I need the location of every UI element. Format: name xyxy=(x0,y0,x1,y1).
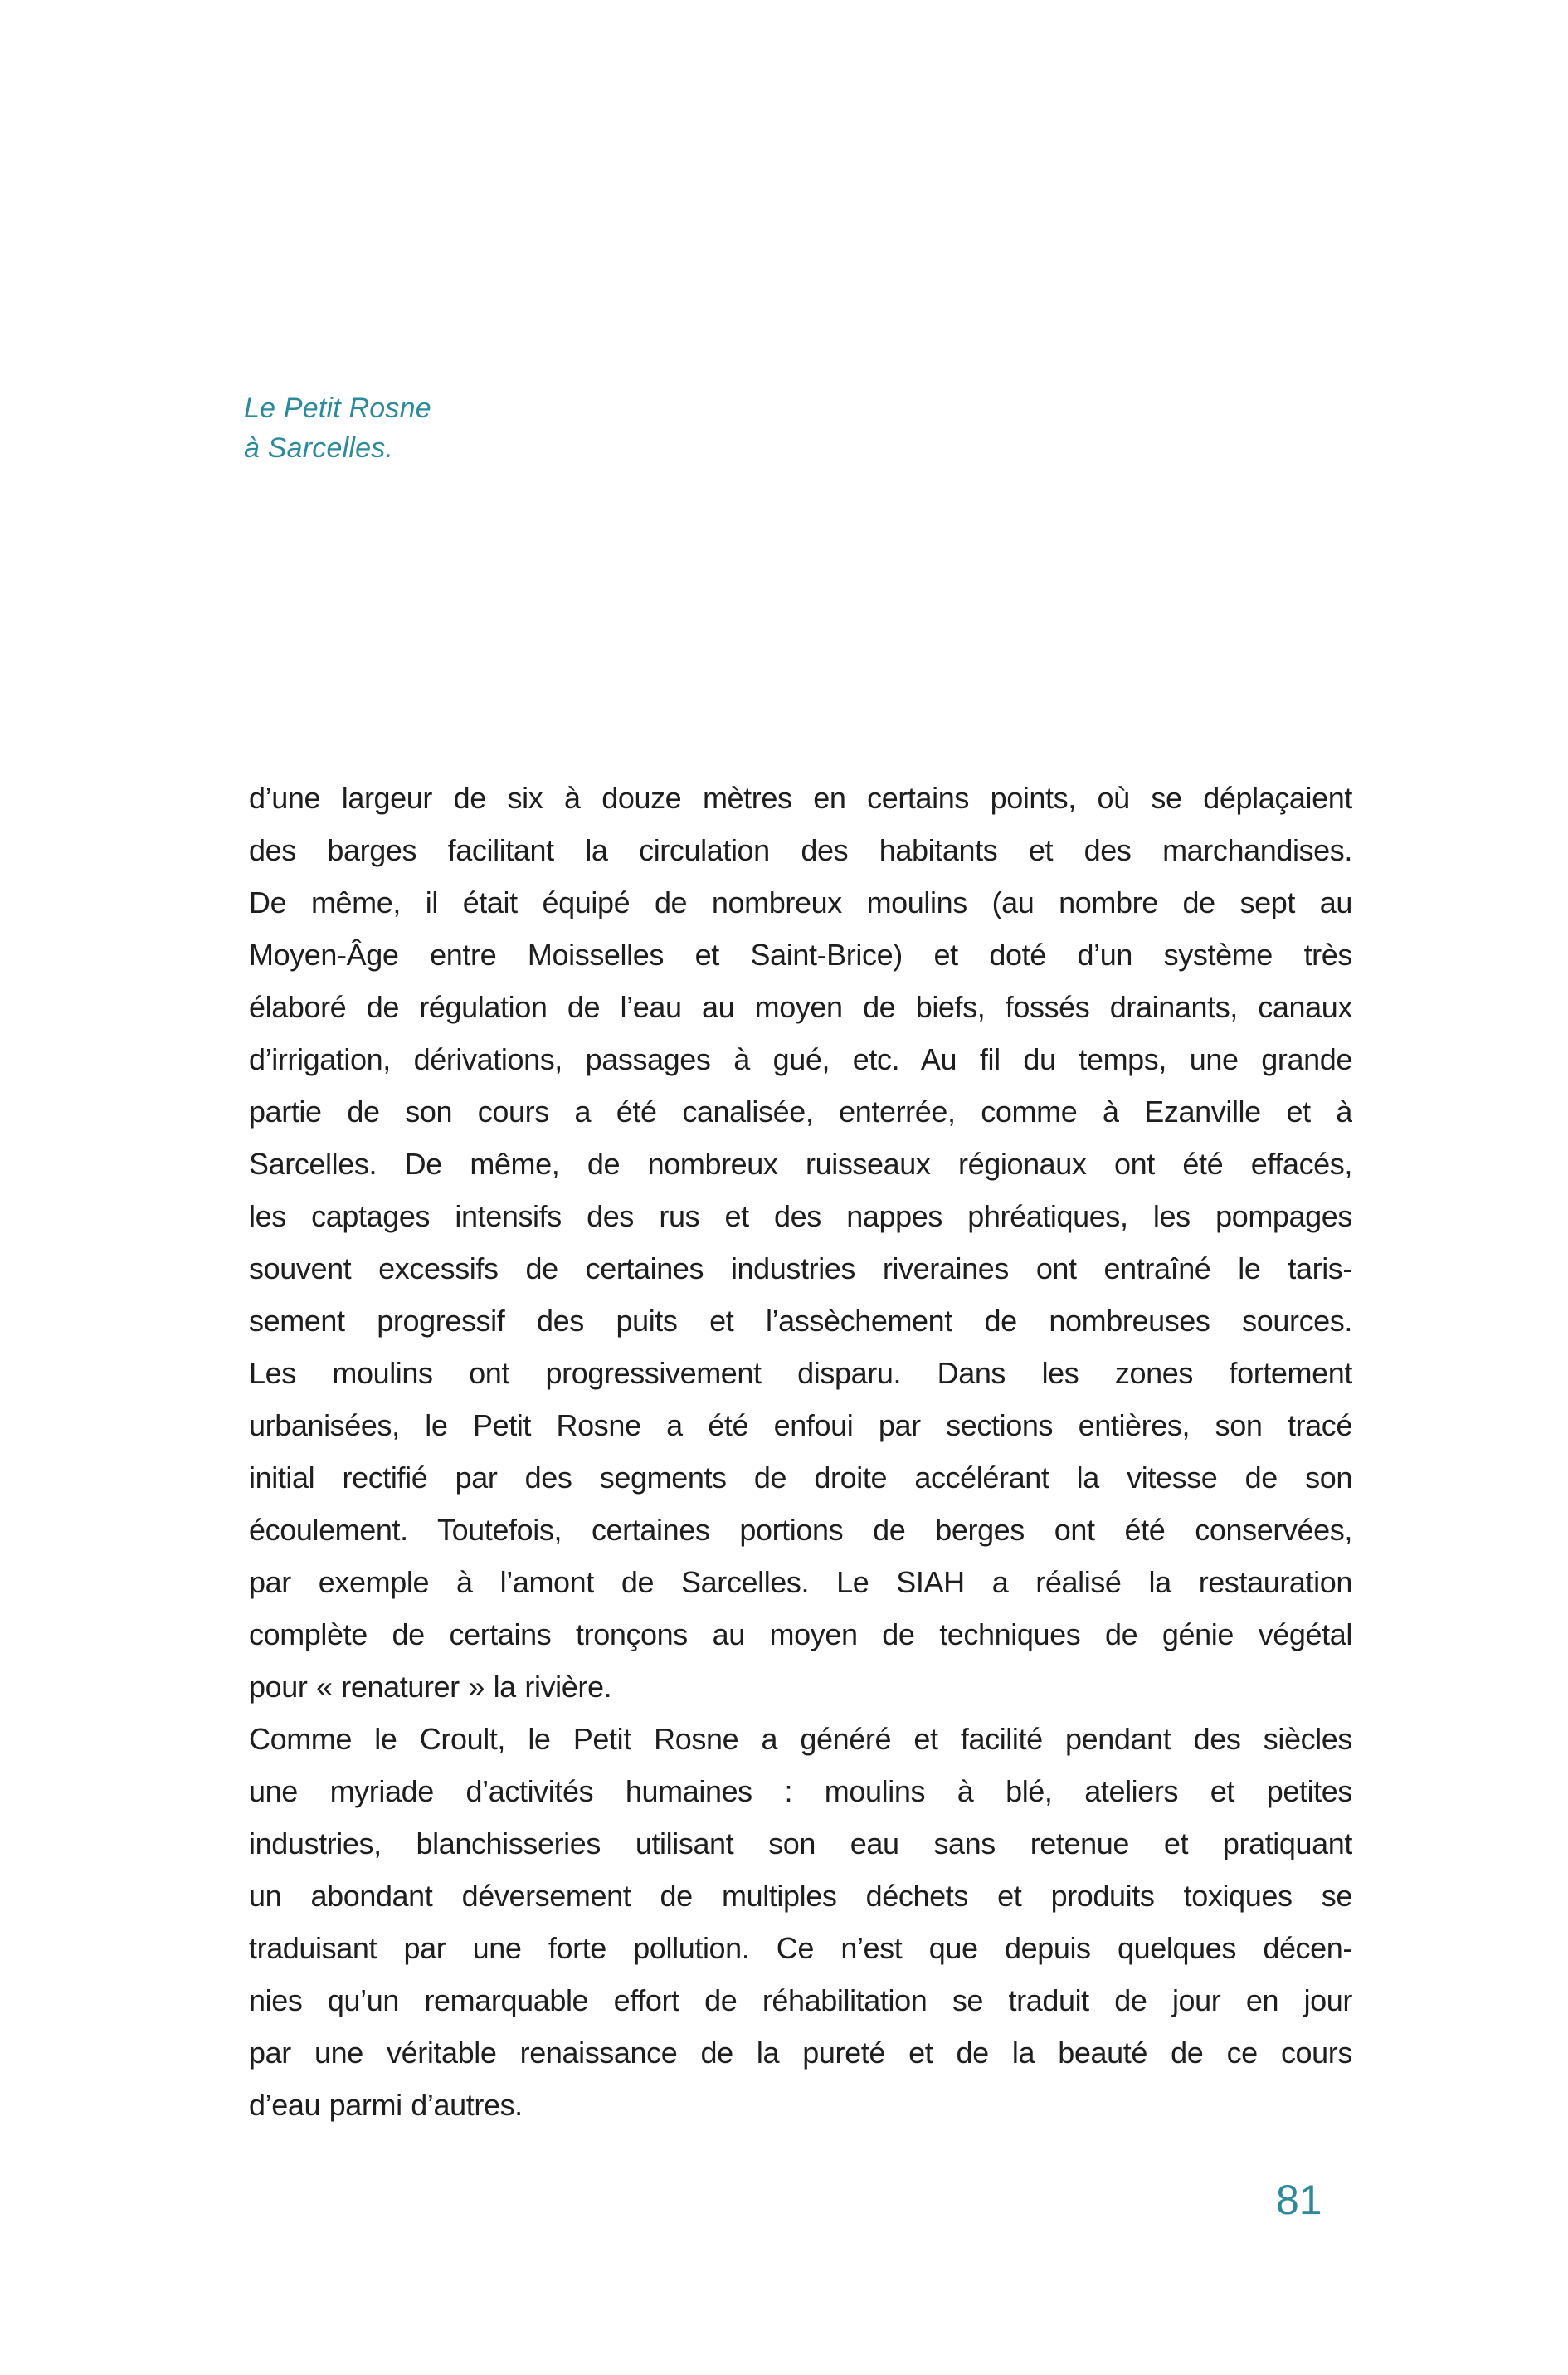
body-line: écoulement. Toutefois, certaines portions de berges ont été conservées, xyxy=(249,1513,1352,1547)
body-line: d’une largeur de six à douze mètres en certains points, où se déplaçaient xyxy=(249,781,1352,815)
body-line: nies qu’un remarquable effort de réhabilitation se traduit de jour en jour xyxy=(249,1983,1352,2017)
body-line: Moyen-Âge entre Moisselles et Saint-Brice) et doté d’un système très xyxy=(249,938,1352,972)
body-line: un abondant déversement de multiples déchets et produits toxiques se xyxy=(249,1879,1352,1913)
photo-caption-line: Le Petit Rosne xyxy=(244,393,431,424)
body-line: partie de son cours a été canalisée, enterrée, comme à Ezanville et à xyxy=(249,1095,1352,1129)
body-line: des barges facilitant la circulation des habitants et des marchandises. xyxy=(249,833,1352,867)
body-line: industries, blanchisseries utilisant son eau sans retenue et pratiquant xyxy=(249,1826,1352,1860)
body-line: élaboré de régulation de l’eau au moyen de biefs, fossés drainants, canaux xyxy=(249,990,1352,1024)
body-line: par une véritable renaissance de la pureté et de la beauté de ce cours xyxy=(249,2036,1352,2070)
body-line: complète de certains tronçons au moyen de techniques de génie végétal xyxy=(249,1617,1352,1651)
body-line: souvent excessifs de certaines industries riveraines ont entraîné le taris- xyxy=(249,1251,1352,1285)
body-line: De même, il était équipé de nombreux moulins (au nombre de sept au xyxy=(249,885,1352,919)
body-text-block xyxy=(249,772,1352,2131)
body-line: Les moulins ont progressivement disparu. Dans les zones fortement xyxy=(249,1356,1352,1390)
photo-caption-line: à Sarcelles. xyxy=(244,432,394,464)
body-line: urbanisées, le Petit Rosne a été enfoui par sections entières, son tracé xyxy=(249,1408,1352,1442)
body-line: sement progressif des puits et l’assèchement de nombreuses sources. xyxy=(249,1304,1352,1338)
body-line: d’eau parmi d’autres. xyxy=(249,2088,523,2122)
photo-caption xyxy=(244,388,431,468)
body-line: initial rectifié par des segments de droite accélérant la vitesse de son xyxy=(249,1461,1352,1495)
body-line: Comme le Croult, le Petit Rosne a généré et facilité pendant des siècles xyxy=(249,1722,1352,1756)
body-line: Sarcelles. De même, de nombreux ruisseaux régionaux ont été effacés, xyxy=(249,1147,1352,1181)
body-line: traduisant par une forte pollution. Ce n’est que depuis quelques décen- xyxy=(249,1931,1352,1965)
body-line: les captages intensifs des rus et des nappes phréatiques, les pompages xyxy=(249,1199,1352,1233)
body-line: pour « renaturer » la rivière. xyxy=(249,1670,612,1704)
body-line: une myriade d’activités humaines : moulins à blé, ateliers et petites xyxy=(249,1774,1352,1808)
page-number: 81 xyxy=(1276,2177,1322,2223)
body-line: d’irrigation, dérivations, passages à gué, etc. Au fil du temps, une grande xyxy=(249,1042,1352,1076)
body-line: par exemple à l’amont de Sarcelles. Le SIAH a réalisé la restauration xyxy=(249,1565,1352,1599)
